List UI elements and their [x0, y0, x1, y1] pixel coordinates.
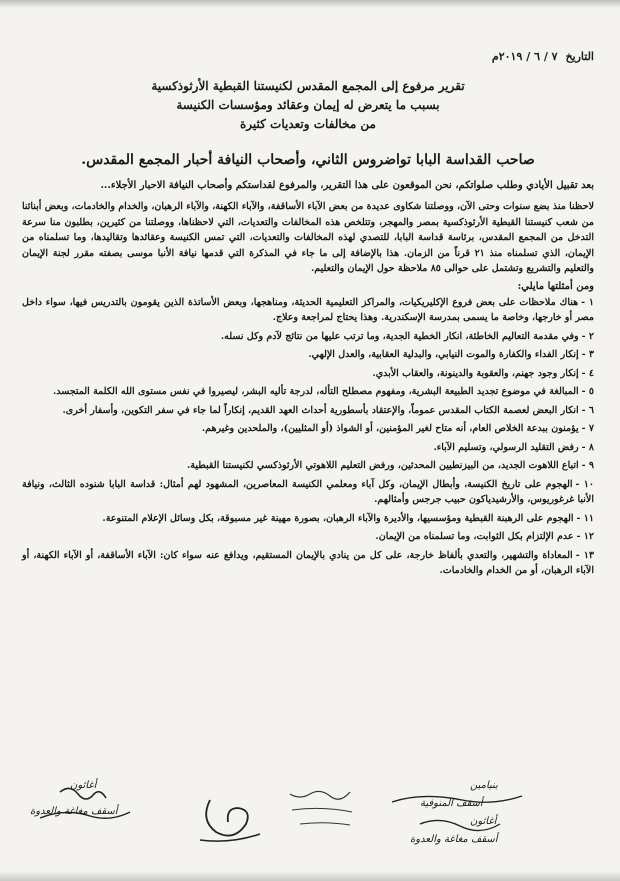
list-item: ١١ -الهجوم على الرهبنة القبطية ومؤسسيها، والأديرة والآباء الرهبان، بصورة مهينة غير مسبوقة، بكل وسائل الإعلام المتنوعة.: [102, 512, 594, 524]
list-item: ٤ -إنكار وجود جهنم، والعقوبة والدينونة، والعقاب الأبدي.: [372, 367, 594, 379]
signature-title-right-2: أسقف مغاغة والعدوة: [410, 834, 498, 845]
list-item: ١٣ -المعاداة والتشهير، والتعدي بألفاظ خارجة، على كل من ينادي بالإيمان المستقيم، ويدافع عنه سواء كان: الآباء الأساقفة، أو الآباء الكهنة، أو الآباء الرهبان، أو من الخدام والخادمات.: [22, 549, 594, 576]
signature-block: [0, 780, 620, 870]
list-item: ٨ -رفض التقليد الرسولي، وتسليم الآباء.: [433, 441, 594, 453]
list-item: ١٢ -عدم الإلتزام بكل الثوابت، وما تسلمناه من الإيمان.: [375, 531, 594, 542]
list-item: ٣ -إنكار الفداء والكفارة والموت النيابي، والبدلية العقابية، والعدل الإلهي.: [308, 349, 594, 360]
list-item: ٥ -المبالغة في موضوع تجديد الطبيعة البشرية، ومفهوم مصطلح التأله، لدرجة تأليه البشر، ليصيروا في نفس مستوى الله الكلمة المتجسد.: [52, 386, 594, 397]
date-line: [22, 50, 594, 63]
list-item: ١٠ -الهجوم على تاريخ الكنيسة، وأبطال الإيمان، وكل آباء ومعلمي الكنيسة المعاصرين، المشهود لهم أمثال: قداسة البابا شنوده الثالث، ونيافة الأنبا غرغوريوس، والأرشيدياكون حبيب جرجس وأمثالهم.: [22, 478, 594, 505]
addressee-line: صاحب القداسة البابا تواضروس الثاني، وأصحاب النيافة أحبار المجمع المقدس.: [81, 152, 535, 168]
date-label: التاريخ: [565, 50, 594, 63]
list-item: ٢ -وفي مقدمة التعاليم الخاطئة، انكار الخطية الجدية، وما ترتب عليها من نتائج لآدم وكل نسله.: [220, 330, 594, 342]
signature-title-right: أسقف المنوفية: [420, 798, 483, 809]
list-item: ٧ -يؤمنون ببدعة الخلاص العام، أنه متاح لغير المؤمنين، أو الشواذ (أو المثليين)، والملحدين وغيرهم.: [201, 423, 594, 434]
date-value: ٧ / ٦ / ٢٠١٩م: [491, 50, 558, 63]
list-item: ١ -هناك ملاحظات على بعض فروع الإكليريكيات، والمراكز التعليمية الحديثة، ومناهجها، وبعض الأساتذة الذين يقومون بالتدريس فيها، سواء داخل مصر أو خارجها، وخاصة ما يسمى بمدرسة الإسكندرية. وهذا يحتاج لمراجعة وعلاج.: [22, 296, 594, 323]
list-item: ٦ -انكار البعض لعصمة الكتاب المقدس عموماً، والإعتقاد بأسطورية أحداث العهد القديم، إنكاراً لما جاء في سفر التكوين، وأسفار أخرى.: [62, 404, 594, 416]
heading-line-3: من مخالفات وتعديات كثيرة: [240, 117, 376, 131]
intro-paragraph: بعد تقبيل الأيادي وطلب صلواتكم، نحن الموقعون على هذا التقرير، والمرفوع لقداستكم وأصحاب النيافة الاحبار الأجلاء...: [100, 180, 594, 191]
report-heading: [22, 77, 594, 134]
signature-name-left: أغاثون: [70, 780, 97, 791]
body-paragraph: لاحظنا منذ بضع سنوات وحتى الآن، ووصلتنا شكاوى عديدة من بعض الآباء الأساقفة، والآباء الكهنة، والآباء الرهبان، والخدام والخادمات، وبعض أبنائنا من شعب كنيستنا القبطية الأرثوذكسية بمصر والمهجر، وتتلخص هذه المخالفات والتعديات، التي لاحظناها، ووصلتنا من كثيرين، بطلبون منا سرعة التدخل من المجمع المقدس، برئاسة قداسة البابا، للتصدي لهذه المخالفات والتعديات، التي تمس الكنيسة وعقائدها وتقاليدها، وما تسلمناه من الإيمان، الذي تسلمناه منذ ٢١ قرناً من الزمان. هذا بالإضافة إلى ما جاء في المذكرة التي قدمها نيافة الأنبا موسى بصفته مقرر لجنة الإيمان والتعليم والتشريع وتشتمل على حوالى ٨٥ ملاحظة حول الإيمان والتعليم.: [22, 201, 594, 274]
complaints-list: [22, 295, 594, 579]
signature-name-right-2: أغاثون: [470, 816, 497, 827]
signature-title-left: أسقف مغاغة والعدوة: [30, 806, 118, 817]
scan-shadow-bottom: [0, 871, 620, 881]
heading-line-1: تقرير مرفوع إلى المجمع المقدس لكنيستنا القبطية الأرثوذكسية: [151, 79, 465, 93]
signature-scribbles: [0, 780, 620, 870]
scan-shadow-top: [0, 0, 620, 8]
heading-line-2: بسبب ما يتعرض له إيمان وعقائد ومؤسسات الكنيسة: [176, 98, 440, 112]
list-item: ٩ -اتباع اللاهوت الجديد، من البيزنطيين المحدثين، ورفض التعليم اللاهوتي الأرثوذكسي لكنيستنا القبطية.: [186, 460, 594, 471]
examples-lead: ومن أمثلتها مايلي:: [517, 280, 594, 292]
signature-name-right: بنيامين: [470, 780, 498, 791]
